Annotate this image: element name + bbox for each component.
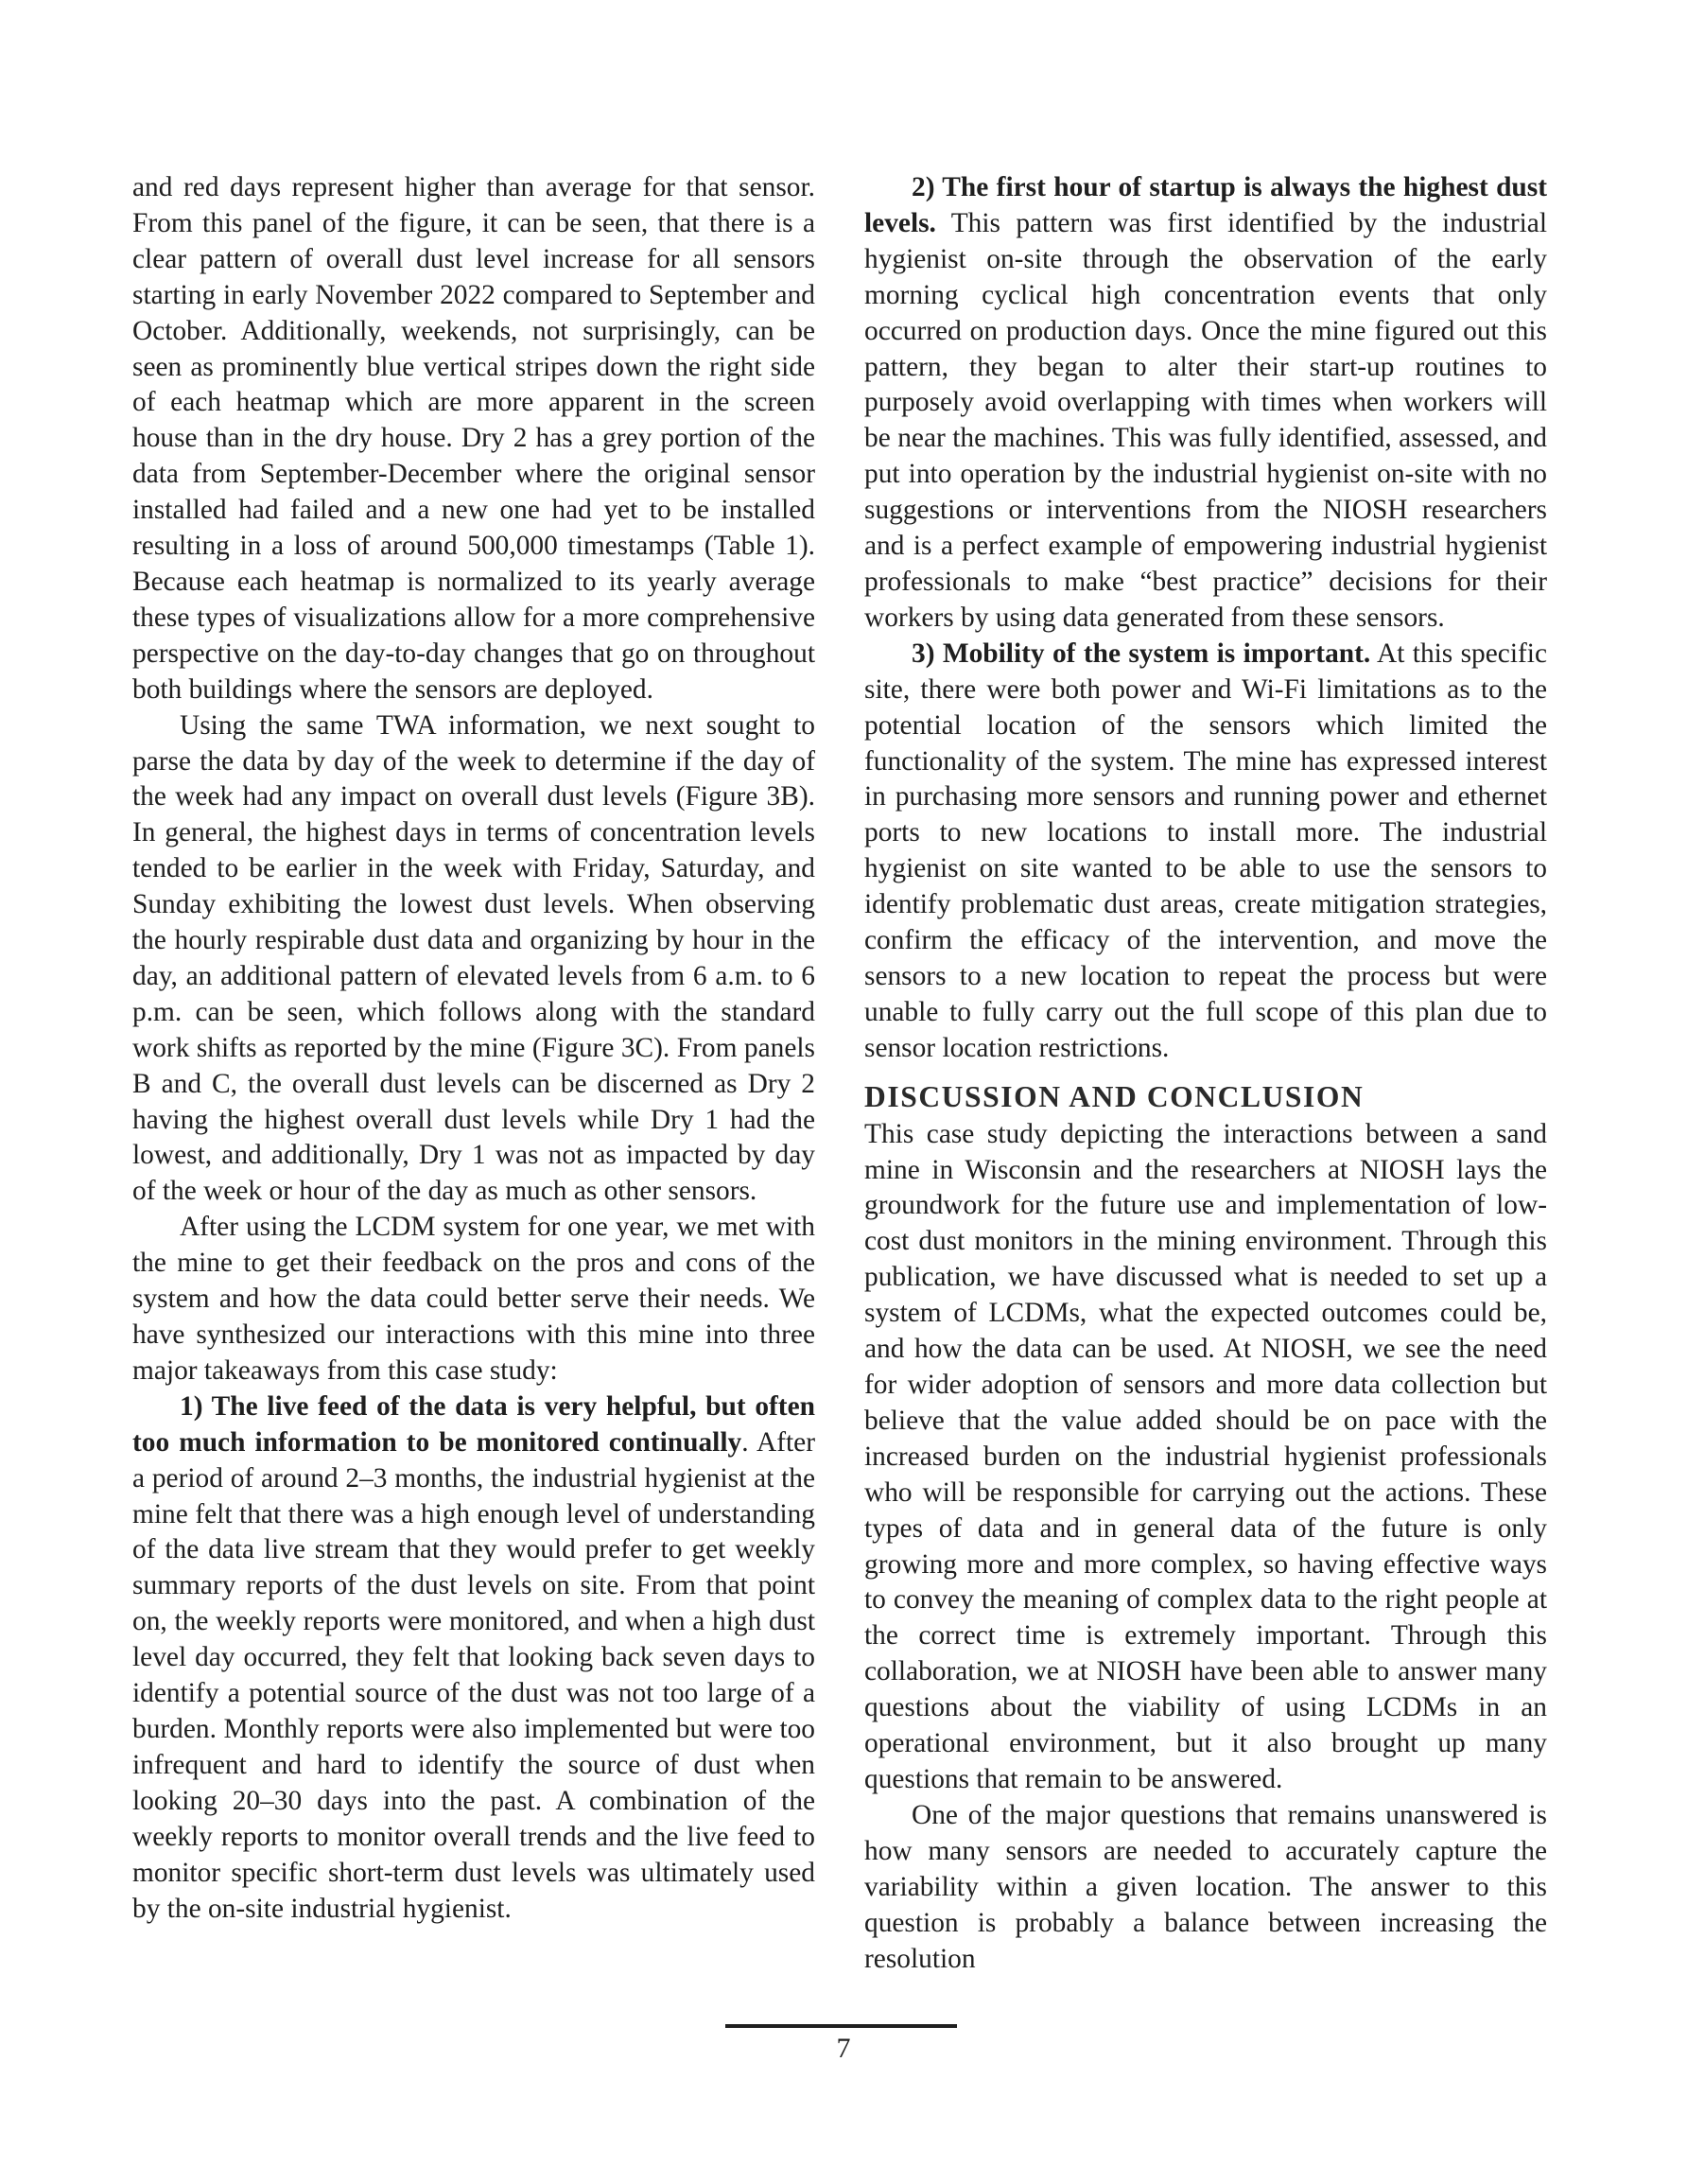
body-paragraph: This case study depicting the interactions between a sand mine in Wisconsin and the researchers at NIOSH lays the groundwork for the future use and implementation of low-cost dust monitors in the mining environment. Through this publication, we have discussed what is needed to set up a system of LCDMs, what the expected outcomes could be, and how the data can be used. At NIOSH, we see the need for wider adoption of sensors and more data collection but believe that the value added should be on pace with the increased burden on the industrial hygienist professionals who will be responsible for carrying out the actions. These types of data and in general data of the future is only growing more and more complex, so having effective ways to convey the meaning of complex data to the right people at the correct time is extremely important. Through this collaboration, we at NIOSH have been able to answer many questions about the viability of using LCDMs in an operational environment, but it also brought up many questions that remain to be answered. bbox=[864, 1118, 1547, 1794]
takeaway-paragraph bbox=[864, 637, 1547, 1067]
body-paragraph: One of the major questions that remains unanswered is how many sensors are needed to accurately capture the variability within a given location. The answer to this question is probably a balance between increasing the resolution bbox=[864, 1799, 1547, 1974]
footer-rule bbox=[725, 2024, 957, 2028]
takeaway-paragraph bbox=[864, 170, 1547, 637]
right-column bbox=[864, 170, 1547, 1977]
takeaway-body: At this specific site, there were both power and Wi-Fi limitations as to the potential location of the sensors which limited the functionality of the system. The mine has expressed interest in purchasing more sensors and running power and ethernet ports to new locations to install more. The industrial hygienist on site wanted to be able to use the sensors to identify problematic dust areas, create mitigation strategies, confirm the efficacy of the intervention, and move the sensors to a new location to repeat the process but were unable to fully carry out the full scope of this plan due to sensor location restrictions. bbox=[864, 638, 1547, 1063]
takeaway-paragraph bbox=[132, 1389, 815, 1928]
takeaway-heading: 2) The first hour of startup is always the highest dust levels. bbox=[864, 172, 1547, 238]
takeaway-body: This pattern was first identified by the industrial hygienist on-site through the observation of the early morning cyclical high concentration events that only occurred on production days. Once the mine figured out this pattern, they began to alter their start-up routines to purposely avoid overlapping with times when workers will be near the machines. This was fully identified, assessed, and put into operation by the industrial hygienist on-site with no suggestions or interventions from the NIOSH researchers and is a perfect example of empowering industrial hygienist professionals to make “best practice” decisions for their workers by using data generated from these sensors. bbox=[864, 207, 1547, 633]
takeaway-body: . After a period of around 2–3 months, the industrial hygienist at the mine felt that there was a high enough level of understanding of the data live stream that they would prefer to get weekly summary reports of the dust levels on site. From that point on, the weekly reports were monitored, and when a high dust level day occurred, they felt that looking back seven days to identify a potential source of the dust was not too large of a burden. Monthly reports were also implemented but were too infrequent and hard to identify the source of dust when looking 20–30 days into the past. A combination of the weekly reports to monitor overall trends and the live feed to monitor specific short-term dust levels was ultimately used by the on-site industrial hygienist. bbox=[132, 1426, 815, 1924]
body-paragraph: Using the same TWA information, we next sought to parse the data by day of the week to determine if the day of the week had any impact on overall dust levels (Figure 3B). In general, the highest days in terms of concentration levels tended to be earlier in the week with Friday, Saturday, and Sunday exhibiting the lowest dust levels. When observing the hourly respirable dust data and organizing by hour in the day, an additional pattern of elevated levels from 6 a.m. to 6 p.m. can be seen, which follows along with the standard work shifts as reported by the mine (Figure 3C). From panels B and C, the overall dust levels can be discerned as Dry 2 having the highest overall dust levels while Dry 1 had the lowest, and additionally, Dry 1 was not as impacted by day of the week or hour of the day as much as other sensors. bbox=[132, 709, 815, 1207]
body-paragraph: After using the LCDM system for one year, we met with the mine to get their feedback on the pros and cons of the system and how the data could better serve their needs. We have synthesized our interactions with this mine into three major takeaways from this case study: bbox=[132, 1212, 815, 1386]
section-heading: DISCUSSION AND CONCLUSION bbox=[864, 1079, 1365, 1113]
page-number: 7 bbox=[836, 2033, 851, 2064]
left-column bbox=[132, 170, 815, 1927]
takeaway-heading: 1) The live feed of the data is very helpful, but often too much information to be monitored continually bbox=[132, 1390, 815, 1458]
takeaway-heading: 3) Mobility of the system is important. bbox=[912, 638, 1371, 669]
body-paragraph: and red days represent higher than average for that sensor. From this panel of the figure, it can be seen, that there is a clear pattern of overall dust level increase for all sensors starting in early November 2022 compared to September and October. Additionally, weekends, not surprisingly, can be seen as prominently blue vertical stripes down the right side of each heatmap which are more apparent in the screen house than in the dry house. Dry 2 has a grey portion of the data from September-December where the original sensor installed had failed and a new one had yet to be installed resulting in a loss of around 500,000 timestamps (Table 1). Because each heatmap is normalized to its yearly average these types of visualizations allow for a more comprehensive perspective on the day-to-day changes that go on throughout both buildings where the sensors are deployed. bbox=[132, 172, 815, 705]
